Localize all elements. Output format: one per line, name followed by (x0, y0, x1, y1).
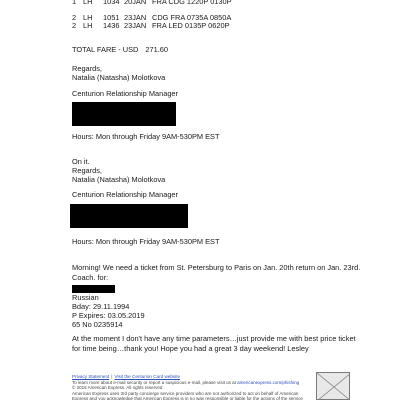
segment-number: 2 (72, 21, 77, 30)
footer-separator: | (111, 374, 113, 379)
flight-route-times: FRA CDG 1220P 0130P (152, 0, 232, 6)
flight-number: 1034 (103, 0, 120, 6)
flight-date: 23JAN (124, 21, 147, 30)
flight-number: 1051 (103, 13, 120, 22)
agent-title: Centurion Relationship Manager (72, 89, 178, 98)
total-fare-label: TOTAL FARE - USD (72, 45, 139, 54)
flight-number: 1436 (103, 21, 120, 30)
flight-date: 20JAN (124, 0, 147, 6)
redacted-block (70, 204, 188, 228)
redacted-name (72, 285, 115, 293)
flight-route-times: FRA LED 0135P 0620P (152, 21, 230, 30)
footer-line: American Express uses 3rd party concierge service providers who are not authorized to act on behalf of American (72, 390, 299, 396)
redacted-block (72, 102, 176, 126)
flight-route-times: CDG FRA 0735A 0850A (152, 13, 232, 22)
airline-code: LH (83, 13, 93, 22)
flight-itinerary (72, 0, 372, 30)
passenger-nationality: Russian (72, 293, 99, 302)
regards-text: Regards, (72, 64, 102, 73)
flight-row (72, 21, 372, 31)
total-fare-amount: 271.60 (145, 45, 168, 54)
request-closing: At the moment I don't have any time parameters…just provide me with best price ticket for time being…thank you! Hope you had a great 3 day weekend! Lesley (72, 334, 356, 353)
footer-copyright: © 2015 American Express. All rights reserved (72, 385, 163, 391)
flight-row (72, 0, 372, 7)
reply-text: On it. (72, 157, 90, 166)
footer-disclaimer (72, 380, 348, 400)
broken-image-icon (317, 373, 350, 400)
privacy-statement-link[interactable]: Privacy Statement (72, 374, 110, 379)
regards-text: Regards, (72, 166, 102, 175)
centurion-website-link[interactable]: Visit the Centurion Card website (114, 374, 181, 379)
airline-code: LH (83, 0, 93, 6)
passport-number: 65 No 0235914 (72, 320, 123, 329)
agent-hours: Hours: Mon through Friday 9AM-530PM EST (72, 237, 220, 246)
segment-number: 2 (72, 13, 77, 22)
request-message: Morning! We need a ticket from St. Petersburg to Paris on Jan. 20th return on Jan. 23rd. Coach. for: (72, 263, 361, 282)
agent-name: Natalia (Natasha) Molotkova (72, 73, 166, 82)
agent-name: Natalia (Natasha) Molotkova (72, 175, 166, 184)
total-fare (72, 45, 168, 54)
footer-line: Express and you acknowledge that American Express is in no way responsible or liable for the actions of the service (72, 395, 303, 400)
footer-links (72, 374, 180, 379)
agent-title: Centurion Relationship Manager (72, 190, 178, 199)
passport-expiry: P Expires: 03.05.2019 (72, 311, 145, 320)
segment-number: 1 (72, 0, 77, 6)
passenger-birthday: Bday: 29.11.1994 (72, 302, 130, 311)
airline-code: LH (83, 21, 93, 30)
agent-hours: Hours: Mon through Friday 9AM-530PM EST (72, 132, 220, 141)
flight-date: 23JAN (124, 13, 147, 22)
phishing-link[interactable]: americanexpress.com/phishing (237, 380, 300, 385)
image-placeholder (316, 372, 350, 400)
footer-security-text: To learn more about e-mail security or report a suspicious e-mail, please visit us at (72, 380, 236, 385)
